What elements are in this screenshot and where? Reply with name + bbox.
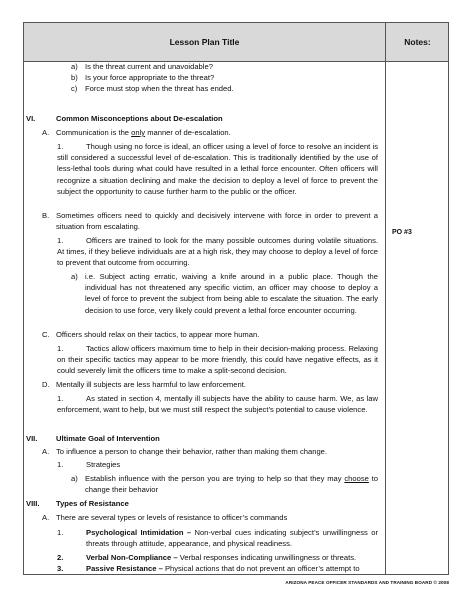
lesson-plan-table: Lesson Plan Title Notes: PO #3 a) Is the threat current and unavoidable? b) Is your force appropriate to the threat? c) Force must stop when the threat has ended. VI. Common Misconceptions about De-escalation A. Communication is the only manner of de-escalation. 1. Though using no force is ideal, an officer using a level of force to resolve an incident is still considered a successful level of de-escalation. This is traditionally identified by the use of less-lethal tools during what could have resulted in a lethal force encounter. Often officers will recognize a situation declining and make the decision to deploy a level of force to prevent the subject the opportunity to cause further harm to the public or the officer. B. Sometimes officers need to quickly and decisively intervene with force in order to prevent a situation from escalating. 1. Officers are trained to look for the many possible outcomes during volatile situations. At times, if they believe individuals are at a high risk, they may choose to deploy a level of force to prevent that outcome from occurring. a) i.e. Subject acting erratic, waiving a knife around in a public place. Though the individual has not threatened any specific victim, an officer may choose to deploy a level of force to prevent the subject from being able to escalate the situation. The early decision to use force, very likely could prevent a lethal force encounter occurring. C. Officers should relax on their tactics, to appear more human. 1. Tactics allow officers maximum time to help in their decision-making process. Relaxing on their specific tactics may appear to be more friendly, this could have negative effects, as it could severely limit the officers time to make a split-second decision. D. Mentally ill subjects are less harmful to law enforcement. 1. As stated in section 4, mentally ill subjects have the ability to cause harm. We, as law enforcement, want to help, but we must still respect the subject’s potential to cause violence. VII. Ultimate Goal of Intervention A. To influence a person to change their behavior, rather than making them change. 1. Strategies a) Establish influence with the person you are trying to help so that they may choose to change their behavior VIII. Types of Resistance A. There are several types or levels of resistance to officer’s commands 1. Psychological Intimidation – Non-verbal cues indicating subject’s unwillingness or threats through attitude, appearance, and physical readiness. 2. Verbal Non-Compliance – Verbal responses indicating unwillingness or threats. 3. Passive Resistance – Physical actions that do not prevent an officer’s attempt to	[23, 22, 449, 575]
lesson-plan-title: Lesson Plan Title	[169, 37, 240, 47]
notes-heading: Notes:	[404, 37, 431, 47]
page-footer: ARIZONA PEACE OFFICER STANDARDS AND TRAINING BOARD © 2008	[285, 580, 449, 585]
column-divider	[385, 23, 386, 574]
po-reference: PO #3	[392, 229, 412, 236]
